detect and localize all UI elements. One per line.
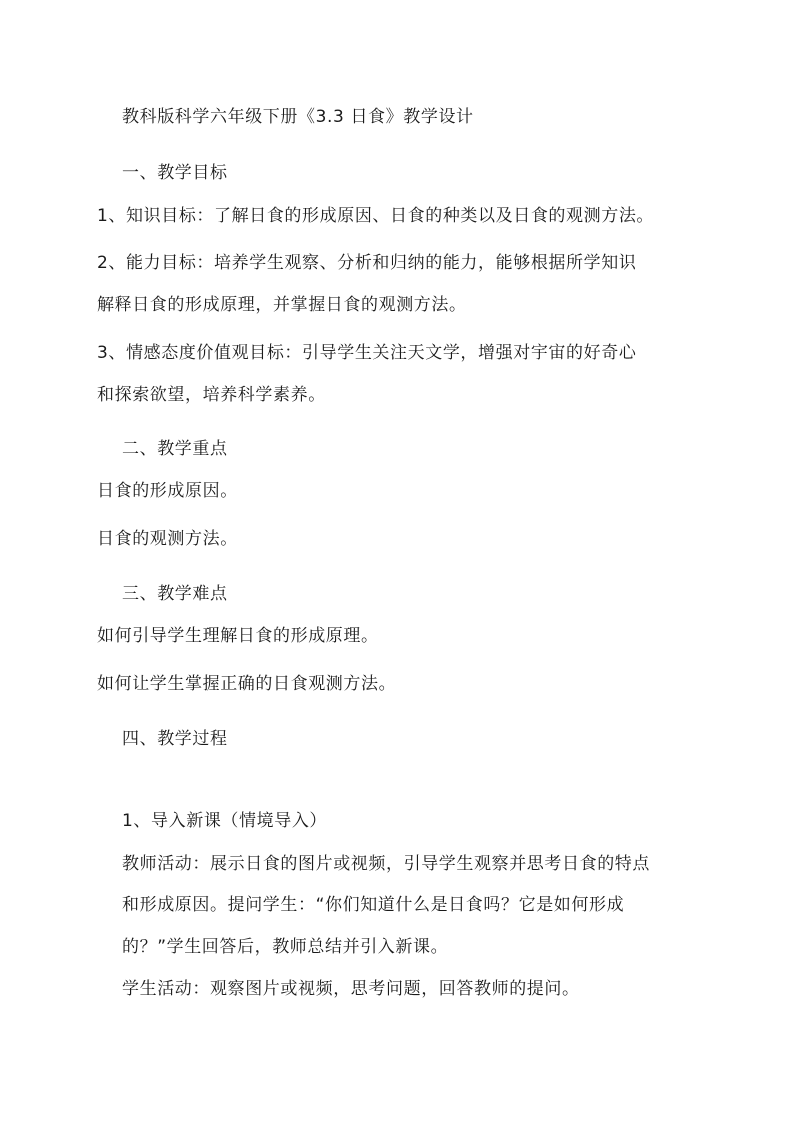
- teacher-activity-line1: 教师活动：展示日食的图片或视频，引导学生观察并思考日食的特点: [122, 854, 650, 874]
- goal-emotion-line2: 和探索欲望，培养科学素养。: [97, 385, 326, 405]
- step-heading-intro: 1、导入新课（情境导入）: [122, 811, 328, 831]
- section-heading-process: 四、教学过程: [122, 729, 228, 749]
- difficulty-item: 如何让学生掌握正确的日食观测方法。: [97, 674, 397, 694]
- keypoint-item: 日食的观测方法。: [97, 529, 238, 549]
- difficulty-item: 如何引导学生理解日食的形成原理。: [97, 626, 379, 646]
- goal-ability-line1: 2、能力目标：培养学生观察、分析和归纳的能力，能够根据所学知识: [97, 253, 637, 273]
- document-title: 教科版科学六年级下册《3.3 日食》教学设计: [122, 107, 474, 127]
- goal-ability-line2: 解释日食的形成原理，并掌握日食的观测方法。: [97, 295, 467, 315]
- keypoint-item: 日食的形成原因。: [97, 481, 238, 501]
- section-heading-keypoints: 二、教学重点: [122, 439, 228, 459]
- teacher-activity-line3: 的？”学生回答后，教师总结并引入新课。: [122, 937, 449, 957]
- section-heading-objectives: 一、教学目标: [122, 163, 228, 183]
- goal-knowledge: 1、知识目标：了解日食的形成原因、日食的种类以及日食的观测方法。: [97, 206, 655, 226]
- teacher-activity-line2: 和形成原因。提问学生：“你们知道什么是日食吗？它是如何形成: [122, 895, 625, 915]
- student-activity: 学生活动：观察图片或视频，思考问题，回答教师的提问。: [122, 979, 580, 999]
- section-heading-difficulties: 三、教学难点: [122, 584, 228, 604]
- goal-emotion-line1: 3、情感态度价值观目标：引导学生关注天文学，增强对宇宙的好奇心: [97, 343, 637, 363]
